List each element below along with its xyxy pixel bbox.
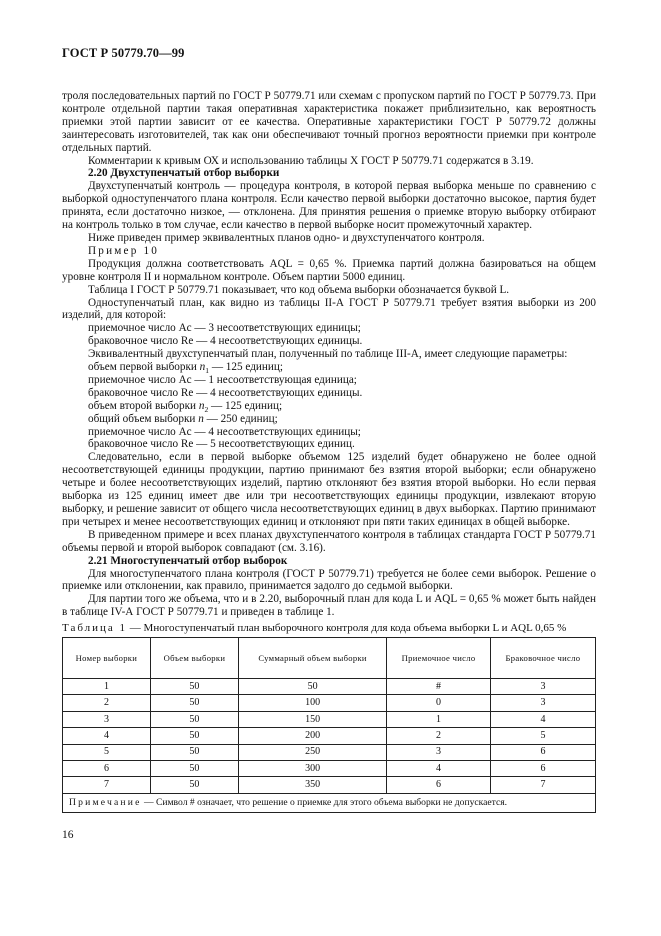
section-heading-2-20: 2.20 Двухступенчатый отбор выборки xyxy=(88,167,280,180)
paragraph: Одноступенчатый план, как видно из таблицы II-А ГОСТ Р 50779.71 требует взятия выборки из 200 изделий, для которой: xyxy=(62,296,596,322)
list-item-text: объем первой выборки xyxy=(88,361,200,374)
list-item: браковочное число Re — 4 несоответствующих единицы. xyxy=(88,386,363,399)
table-cell: 50 xyxy=(150,728,238,744)
variable-n: n xyxy=(199,361,206,374)
table-note-label: Примечание xyxy=(69,796,142,808)
list-item xyxy=(62,361,596,374)
subscript: 2 xyxy=(204,404,209,414)
table-row xyxy=(63,728,596,744)
table-cell: 7 xyxy=(63,777,151,793)
table-cell: 7 xyxy=(490,777,595,793)
list-item-text: — 125 единиц; xyxy=(209,361,283,374)
table-cell: # xyxy=(387,679,491,695)
list-item-text: — 250 единиц; xyxy=(203,412,278,425)
table-cell: 6 xyxy=(490,744,595,760)
table-header-row xyxy=(63,638,596,679)
table-cell: 6 xyxy=(387,777,491,793)
list-item xyxy=(62,400,596,413)
table-note-row xyxy=(63,793,596,812)
paragraph: Для многоступенчатого плана контроля (ГОСТ Р 50779.71) требуется не более семи выборок. Решение о приемке или отклонении, как правило, принимается задолго до седьмой выборки. xyxy=(62,567,596,593)
table-cell: 250 xyxy=(238,744,386,760)
table-row xyxy=(63,777,596,793)
paragraph: Ниже приведен пример эквивалентных планов одно- и двухступенчатого контроля. xyxy=(88,231,485,244)
table-cell: 200 xyxy=(238,728,386,744)
document-header: ГОСТ Р 50779.70—99 xyxy=(62,46,185,60)
table-cell: 2 xyxy=(63,695,151,711)
paragraph: Комментарии к кривым ОХ и использованию таблицы X ГОСТ Р 50779.71 содержатся в 3.19. xyxy=(88,154,534,167)
paragraph: Продукция должна соответствовать AQL = 0,65 %. Приемка партий должна базироваться на общем уровне контроля II и нормальном контроле. Объем партии 5000 единиц. xyxy=(62,257,596,283)
table-cell: 50 xyxy=(150,744,238,760)
page-body xyxy=(62,90,596,813)
sampling-plan-table xyxy=(62,637,596,813)
column-header: Приемочное число xyxy=(387,638,491,679)
table-cell: 50 xyxy=(150,679,238,695)
section-heading-2-21: 2.21 Многоступенчатый отбор выборок xyxy=(88,554,288,567)
table-cell: 100 xyxy=(238,695,386,711)
list-item-text: объем второй выборки xyxy=(88,399,199,412)
table-cell: 4 xyxy=(63,728,151,744)
table-row xyxy=(63,711,596,727)
table-cell: 2 xyxy=(387,728,491,744)
table-caption xyxy=(62,622,596,635)
table-cell: 3 xyxy=(490,679,595,695)
table-cell: 50 xyxy=(150,777,238,793)
table-cell: 1 xyxy=(387,711,491,727)
table-cell: 50 xyxy=(150,695,238,711)
table-cell: 5 xyxy=(490,728,595,744)
list-item xyxy=(62,413,596,426)
table-caption-label: Таблица 1 xyxy=(62,622,128,635)
example-label: Пример 10 xyxy=(88,244,160,257)
table-cell: 5 xyxy=(63,744,151,760)
table-cell: 1 xyxy=(63,679,151,695)
table-cell: 350 xyxy=(238,777,386,793)
paragraph: Для партии того же объема, что и в 2.20, выборочный план для кода L и AQL = 0,65 % может быть найден в таблице IV-А ГОСТ Р 50779.71 и приведен в таблице 1. xyxy=(62,593,596,619)
page-number: 16 xyxy=(62,829,74,841)
list-item: браковочное число Re — 4 несоответствующих единицы. xyxy=(88,335,363,348)
table-cell: 50 xyxy=(150,711,238,727)
paragraph: Следовательно, если в первой выборке объемом 125 изделий будет обнаружено не более одной несоответствующей единицы продукции, партию принимают без взятия второй выборки; если обнаружено четыре и более несоответствующих изделий, партию отклоняют без взятия второй выборки. Но если первая выборка из 125 единиц имеет две или три несоответствующих единицы продукции, извлекают вторую выборку, и решение зависит от общего числа несоответствующих единиц в двух выборках. Партию принимают при четырех и менее несоответствующих единиц и отклоняют при пяти таких единицах в общей выборке. xyxy=(62,451,596,528)
table-cell: 300 xyxy=(238,761,386,777)
list-item-text: — 125 единиц; xyxy=(208,399,283,412)
table-row xyxy=(63,744,596,760)
table-row xyxy=(63,695,596,711)
column-header: Суммарный объем выборки xyxy=(238,638,386,679)
table-cell: 0 xyxy=(387,695,491,711)
table-cell: 3 xyxy=(387,744,491,760)
paragraph: троля последовательных партий по ГОСТ Р 50779.71 или схемам с пропуском партий по ГОСТ Р 50779.73. При контроле отдельной партии такая оперативная характеристика покажет приблизительно, как вероятность приемки этой партии зависит от ее качества. Оперативные характеристики ГОСТ Р 50779.72 должны заинтересовать изготовителей, так как они обеспечивают точный прогноз вероятности приемки при контроле отдельных партий. xyxy=(62,90,596,154)
table-cell: 50 xyxy=(150,761,238,777)
table-cell: 150 xyxy=(238,711,386,727)
list-item: приемочное число Ac — 1 несоответствующая единица; xyxy=(88,373,357,386)
list-item: приемочное число Ac — 3 несоответствующих единицы; xyxy=(88,322,361,335)
list-item: приемочное число Ac — 4 несоответствующих единицы; xyxy=(88,425,361,438)
table-cell: 3 xyxy=(63,711,151,727)
table-note-text: — Символ # означает, что решение о приемке для этого объема выборки не допускается. xyxy=(141,796,508,808)
table-cell: 6 xyxy=(490,761,595,777)
column-header: Номер выборки xyxy=(63,638,151,679)
list-item-text: общий объем выборки xyxy=(88,412,199,425)
paragraph: В приведенном примере и всех планах двухступенчатого контроля в таблицах стандарта ГОСТ Р 50779.71 объемы первой и второй выборок совпадают (см. 3.16). xyxy=(62,528,596,554)
table-cell: 4 xyxy=(490,711,595,727)
table-row xyxy=(63,761,596,777)
table-row xyxy=(63,679,596,695)
table-note xyxy=(63,793,596,812)
subscript: 1 xyxy=(205,366,210,376)
paragraph: Эквивалентный двухступенчатый план, полученный по таблице III-А, имеет следующие параметры: xyxy=(88,348,568,361)
column-header: Объем выборки xyxy=(150,638,238,679)
table-cell: 4 xyxy=(387,761,491,777)
table-cell: 50 xyxy=(238,679,386,695)
paragraph: Двухступенчатый контроль — процедура контроля, в которой первая выборка меньше по сравнению с выборкой одноступенчатого плана контроля. Если качество первой выборки достаточно высокое, партия будет принята, если достаточно низкое, — отклонена. Для принятия решения о приемке вторую выборку отбирают на контроль только в том случае, если качество в первой выборке носит промежуточный характер. xyxy=(62,180,596,232)
table-caption-text: — Многоступенчатый план выборочного контроля для кода объема выборки L и AQL 0,65 % xyxy=(127,622,567,635)
column-header: Браковочное число xyxy=(490,638,595,679)
table-cell: 3 xyxy=(490,695,595,711)
table-cell: 6 xyxy=(63,761,151,777)
paragraph: Таблица I ГОСТ Р 50779.71 показывает, что код объема выборки обозначается буквой L. xyxy=(88,283,510,296)
variable-n: n xyxy=(198,412,204,425)
variable-n: n xyxy=(198,399,205,412)
list-item: браковочное число Re — 5 несоответствующих единиц. xyxy=(88,438,355,451)
